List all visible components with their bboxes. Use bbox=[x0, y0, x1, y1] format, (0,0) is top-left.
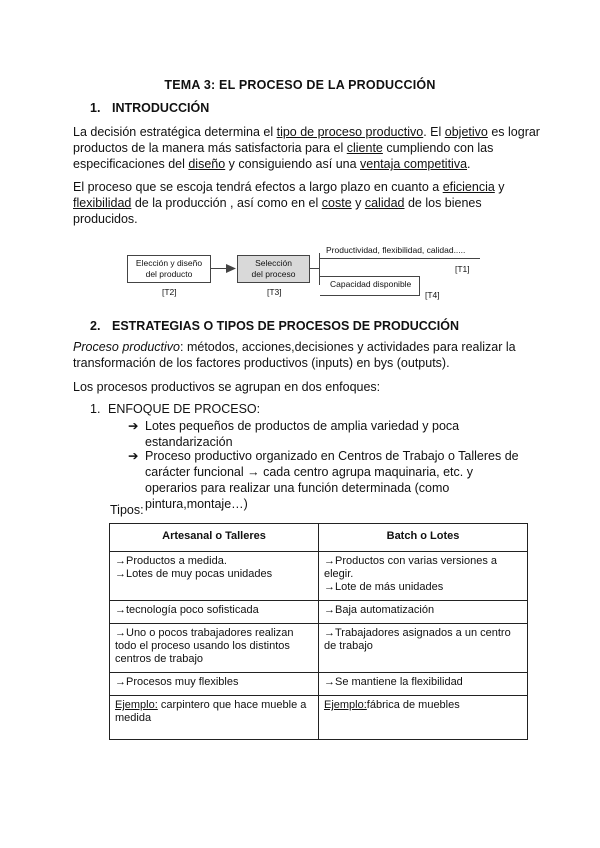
intro-paragraph-1 bbox=[73, 124, 543, 172]
term-calidad: calidad bbox=[364, 196, 405, 210]
enfoques-paragraph: Los procesos productivos se agrupan en dos enfoques: bbox=[73, 380, 381, 394]
diagram-label-t4: [T4] bbox=[425, 290, 440, 300]
p1-text-c: es lograr productos de la manera más satisfactoria para el bbox=[73, 125, 540, 155]
diagram-box-seleccion bbox=[237, 255, 310, 283]
cell-line: →Lote de más unidades bbox=[324, 581, 444, 593]
term-diseno: diseño bbox=[188, 157, 226, 171]
term-ventaja-competitiva: ventaja competitiva bbox=[360, 157, 468, 171]
bullet-proceso-text: Proceso productivo organizado en Centros de Trabajo o Talleres de carácter funcional → cada centro agrupa maquinaria, etc. y operarios para realizar una función determinada (como pintura,montaje…) bbox=[145, 449, 519, 511]
p2-text-a: El proceso que se escoja tendrá efectos a largo plazo en cuanto a bbox=[73, 180, 443, 194]
table-header-row bbox=[110, 524, 528, 552]
table-cell bbox=[110, 696, 319, 740]
ejemplo-text: fábrica de muebles bbox=[366, 699, 460, 711]
diagram-branch-horizontal bbox=[310, 268, 319, 269]
definition-text: : métodos, acciones,decisiones y actividades para realizar la transformación de los factores productivos (inputs) en bys (outputs). bbox=[73, 340, 516, 370]
table-cell bbox=[319, 552, 528, 601]
diagram-arrowhead-icon bbox=[226, 264, 236, 273]
section-2-title: ESTRATEGIAS O TIPOS DE PROCESOS DE PRODUCCIÓN bbox=[112, 319, 460, 333]
section-1-heading bbox=[90, 101, 209, 115]
ejemplo-label: Ejemplo: bbox=[324, 699, 367, 711]
table-row bbox=[110, 696, 528, 740]
p1-text-b: . El bbox=[423, 125, 445, 139]
term-eficiencia: eficiencia bbox=[442, 180, 495, 194]
section-1-number: 1. bbox=[90, 101, 101, 115]
table-row bbox=[110, 673, 528, 696]
term-coste: coste bbox=[321, 196, 352, 210]
p2-text-e: de los bienes producidos. bbox=[73, 196, 482, 226]
header-artesanal: Artesanal o Talleres bbox=[110, 524, 319, 552]
arrow-icon: ➔ bbox=[128, 449, 139, 463]
ejemplo-text: carpintero que hace mueble a medida bbox=[115, 699, 307, 724]
table-cell: →Baja automatización bbox=[319, 601, 528, 624]
bullet-proceso bbox=[128, 448, 528, 512]
term-flexibilidad: flexibilidad bbox=[73, 196, 132, 210]
table-cell: →Trabajadores asignados a un centro de trabajo bbox=[319, 624, 528, 673]
tipos-label: Tipos: bbox=[110, 503, 144, 517]
table-row bbox=[110, 552, 528, 601]
document-title: TEMA 3: EL PROCESO DE LA PRODUCCIÓN bbox=[164, 78, 436, 92]
enfoque-title: ENFOQUE DE PROCESO: bbox=[108, 402, 261, 416]
diagram-box-eleccion-line1: Elección y diseño bbox=[135, 258, 203, 268]
diagram-box-productividad: Productividad, flexibilidad, calidad..... bbox=[320, 245, 480, 259]
arrow-icon: ➔ bbox=[128, 419, 139, 433]
p2-text-c: de la producción , así como en el bbox=[131, 196, 322, 210]
p1-text-e: y consiguiendo así una bbox=[225, 157, 361, 171]
diagram-label-t1: [T1] bbox=[455, 264, 470, 274]
p2-text-d: y bbox=[351, 196, 365, 210]
section-1-title: INTRODUCCIÓN bbox=[112, 101, 210, 115]
intro-paragraph-2 bbox=[73, 179, 543, 227]
diagram-box-seleccion-line2: del proceso bbox=[251, 269, 296, 279]
p1-text-d: cumpliendo con las especificaciones del bbox=[73, 141, 494, 171]
p2-text-b: y bbox=[494, 180, 505, 194]
term-proceso-productivo: Proceso productivo bbox=[73, 340, 181, 354]
diagram-box-eleccion-line2: del producto bbox=[145, 269, 193, 279]
section-2-number: 2. bbox=[90, 319, 101, 333]
diagram-box-capacidad: Capacidad disponible bbox=[320, 276, 420, 296]
term-objetivo: objetivo bbox=[444, 125, 488, 139]
table-row bbox=[110, 601, 528, 624]
table-row bbox=[110, 624, 528, 673]
enfoque-proceso-heading bbox=[90, 402, 260, 416]
comparison-table bbox=[109, 523, 528, 740]
bullet-lotes bbox=[128, 418, 528, 450]
table-cell: →Se mantiene la flexibilidad bbox=[319, 673, 528, 696]
cell-line: →Productos con varias versiones a elegir. bbox=[324, 555, 498, 580]
term-cliente: cliente bbox=[346, 141, 383, 155]
table-cell bbox=[110, 552, 319, 601]
cell-line: →Productos a medida. bbox=[115, 555, 227, 567]
definition-paragraph bbox=[73, 339, 543, 371]
table-cell bbox=[319, 696, 528, 740]
section-2-heading bbox=[90, 319, 459, 333]
ejemplo-label: Ejemplo: bbox=[115, 699, 158, 711]
term-tipo-proceso: tipo de proceso productivo bbox=[276, 125, 424, 139]
header-batch: Batch o Lotes bbox=[319, 524, 528, 552]
bullet-lotes-text: Lotes pequeños de productos de amplia variedad y poca estandarización bbox=[145, 419, 460, 449]
p1-text-a: La decisión estratégica determina el bbox=[73, 125, 277, 139]
cell-line: →Lotes de muy pocas unidades bbox=[115, 568, 273, 580]
p1-text-f: . bbox=[467, 157, 471, 171]
diagram-box-eleccion bbox=[127, 255, 211, 283]
diagram-label-t2: [T2] bbox=[162, 287, 177, 297]
table-cell: →tecnología poco sofisticada bbox=[110, 601, 319, 624]
table-cell: →Procesos muy flexibles bbox=[110, 673, 319, 696]
enfoque-number: 1. bbox=[90, 402, 101, 416]
diagram-box-seleccion-line1: Selección bbox=[255, 258, 292, 268]
table-cell: →Uno o pocos trabajadores realizan todo el proceso usando los distintos centros de trabajo bbox=[110, 624, 319, 673]
diagram-label-t3: [T3] bbox=[267, 287, 282, 297]
